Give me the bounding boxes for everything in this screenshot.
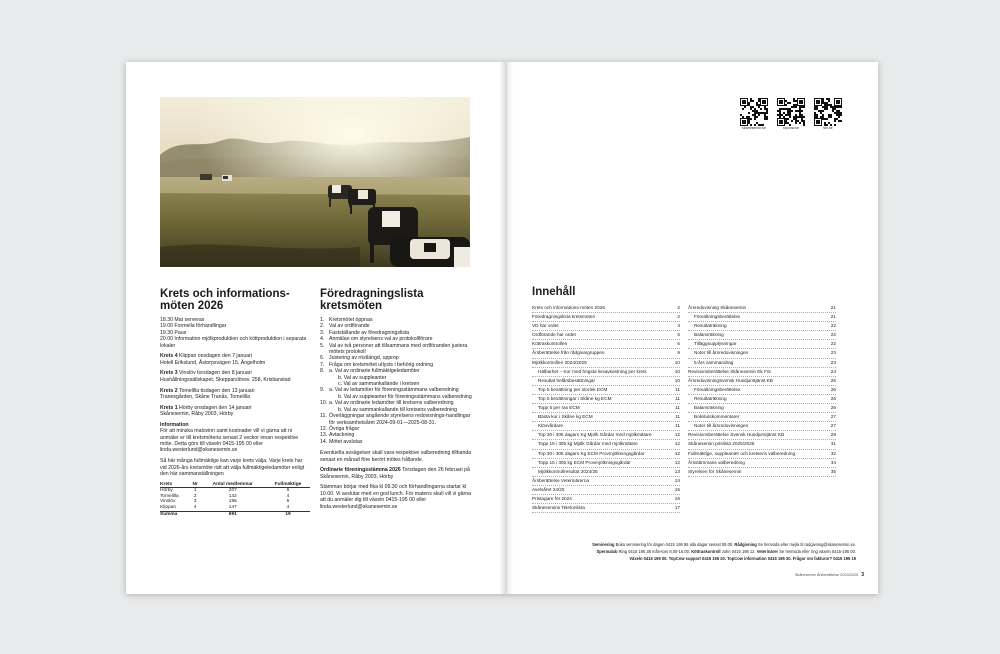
toc-entry-title: Ordförande har ordet — [532, 332, 576, 338]
toc-entry — [532, 431, 680, 440]
toc-entry-title: Top 5 besättning per storlek ECM — [538, 386, 608, 392]
meeting-date: Tomelilla tisdagen den 13 januari — [177, 387, 255, 394]
agenda-text: b. Val av sammankallande till kretsens valberedning — [338, 406, 457, 413]
toc-entry-page: 11 — [675, 395, 680, 401]
table-header: Antal medlemmar — [200, 482, 266, 488]
toc-entry — [532, 495, 680, 504]
toc-entry — [532, 340, 680, 349]
toc-entry-page: 2 — [677, 305, 680, 310]
toc-entry-title: Resultaträkning — [694, 395, 727, 401]
toc-entry-page: 22 — [830, 341, 836, 347]
toc-entry — [688, 304, 836, 313]
schedule-line: 19.30 Paus — [160, 329, 187, 336]
toc-entry-title: ÅrsredovisningSvensk Husdjurstjänst KB — [688, 377, 773, 383]
toc-entry — [532, 395, 680, 404]
toc-entry-title: Årsberättelse Veterinärerna — [532, 477, 590, 483]
contact-label: Köttraskontroll — [691, 549, 721, 554]
toc-entry-page: 26 — [830, 405, 836, 411]
cows-pasture-photo — [160, 97, 470, 267]
toc-entry-page: 10 — [674, 359, 680, 365]
meeting-location: Hotell Erikslund, Åstorpsvägen 15, Ängelholm — [160, 359, 266, 366]
toc-entry-page: 26 — [830, 386, 836, 392]
meeting-krets-3 — [160, 370, 310, 383]
toc-entry — [688, 340, 836, 349]
toc-entry-title: Noter till årsredovisningen — [694, 350, 749, 356]
agenda-text: Överläggningar angående styrelsens redovisnings-handlingar för verksamhetsåret 2024-09-01—2025-08-31. — [329, 413, 471, 426]
toc-entry-page: 10 — [674, 368, 680, 374]
toc-entry — [688, 459, 836, 468]
assembly-date: Torsdagen den 26 februari på Skånesemin, Råby 2003, Hörby — [320, 467, 470, 480]
meeting-krets-2 — [160, 388, 310, 401]
toc-entry-title: Hälbarhet – Kor med högsta livsavkastning per krets — [538, 368, 647, 374]
toc-entry-title: Skånesemins Telefonlista — [532, 505, 585, 511]
toc-entry-page: 26 — [830, 395, 836, 401]
toc-entry-title: Top 30 i 305 dagars Kg Mjölk Gårdar med mjölkmätare — [538, 432, 652, 438]
toc-entry — [688, 395, 836, 404]
krets-table — [160, 482, 310, 518]
agenda-text: Fråga om kretsmötet utlysts i behörig ordning — [329, 361, 434, 368]
agenda-number: 11. — [320, 413, 327, 420]
article1-body — [160, 317, 310, 517]
toc-entry-title: Topp 15 i 305 kg Mjölk Gårdar med mjölkmätare — [538, 441, 638, 447]
toc-entry — [688, 359, 836, 368]
table-header: Nr — [192, 481, 198, 487]
meeting-krets-label: Krets 3 — [160, 370, 178, 377]
table-cell: 19 — [266, 511, 310, 517]
toc-entry-title: Årsstämmans valberedning — [688, 459, 745, 465]
toc-entry — [688, 377, 836, 386]
article2-title-line2: kretsmöten — [320, 300, 382, 312]
toc-entry-title: Klövvårdare — [538, 423, 564, 429]
contact-line — [526, 548, 856, 555]
toc-entry — [532, 322, 680, 331]
toc-entry-page: 6 — [677, 341, 680, 347]
toc-entry — [532, 359, 680, 368]
table-sum-row — [160, 511, 310, 517]
toc-entry-page: 11 — [675, 386, 680, 392]
table-cell: 4 — [193, 504, 197, 510]
agenda-number: 2. — [320, 323, 325, 330]
toc-entry-title: Revisionsberättelse Skånesemin Ek För — [688, 368, 772, 374]
agenda-note: Eventuella avsägelser skall vara respektive valberedning tillhanda senast en månad före berört mötes hållande. — [320, 450, 472, 463]
toc-entry — [532, 404, 680, 413]
toc-entry-page: 34 — [830, 459, 836, 465]
page-number: 3 — [861, 572, 864, 578]
table-cell: Tomelilla — [160, 493, 179, 499]
toc-entry — [532, 422, 680, 431]
toc-entry-page: 27 — [830, 414, 836, 420]
agenda-number: 4. — [320, 336, 325, 343]
toc-entry — [532, 459, 680, 468]
toc-entry-title: Top 5 besättningar i Skåne kg ECM — [538, 395, 612, 401]
contact-info — [526, 541, 856, 562]
toc-entry-page: 17 — [674, 505, 680, 511]
toc-entry — [532, 349, 680, 358]
toc-entry — [532, 313, 680, 322]
toc-entry-page: 14 — [674, 477, 680, 483]
contact-text: Ring 0415 195 38 mån-tors 8.00-16.00. — [617, 549, 692, 554]
toc-entry-page: 13 — [674, 468, 680, 474]
toc-entry-page: 16 — [674, 495, 680, 501]
footer-text: Skånesemin Årsberättelse 2024/2025 — [794, 573, 859, 577]
article1-title — [160, 288, 290, 312]
toc-entry-title: Topp 15 i 305 kg ECM Provmjölkningsgårdar — [538, 459, 631, 465]
toc-entry-title: Årsberättelse från rådgivargruppen — [532, 350, 605, 356]
toc-entry — [688, 368, 836, 377]
qr-code-icon — [814, 98, 842, 126]
agenda-text: Anmälan om styrelsens val av protokollförare — [329, 336, 433, 343]
contact-line — [526, 555, 856, 562]
toc-entry — [532, 377, 680, 386]
information-text: För att minska matsvinn samt kostnader vill vi gärna att ni anmäler er till kretsmöteria senast 2 veckor innan respektive möte. Detta görs till växeln 0415-195 00 eller linda.westerlund@skanesemin.se — [160, 428, 299, 454]
agenda-text: Mötet avslutas — [329, 438, 363, 445]
agenda-text: Övriga frågor — [329, 425, 360, 432]
toc-entry — [688, 404, 836, 413]
agenda-text: Kretsmötet öppnas — [329, 317, 373, 323]
toc-entry-title: Bokslutskommentarer — [694, 414, 740, 420]
meeting-date: Klippan onsdagen den 7 januari — [177, 353, 253, 360]
cows-in-misty-field-image — [160, 97, 470, 267]
agenda-number: 10. — [320, 400, 328, 407]
table-cell: 4 — [286, 493, 290, 499]
toc-entry — [688, 468, 836, 477]
toc-entry-title: Krets och informations-möten 2026 — [532, 305, 605, 310]
table-cell: 3 — [193, 499, 197, 505]
agenda-number: 7. — [320, 361, 325, 368]
left-page — [126, 62, 506, 594]
agenda-text: b. Val av suppleanter — [338, 374, 387, 381]
toc-entry-page: 23 — [830, 350, 836, 356]
agenda-text: b. Val av suppleanter för föreningsstämmans valberedning — [338, 393, 472, 400]
toc-entry-page: 12 — [674, 432, 680, 438]
contact-text: Se hemsida eller mejla til radgivning@skanesemin.se. — [756, 542, 856, 547]
table-cell: 207 — [228, 488, 237, 494]
toc-entry-title: Noter till årsredovisningen — [694, 423, 749, 429]
toc-entry-title: Topp 5 per ras ECM — [538, 405, 580, 411]
toc-entry-page: 31 — [830, 441, 836, 447]
agenda-number: 5. — [320, 342, 325, 349]
toc-entry — [532, 413, 680, 422]
agenda-list — [320, 317, 472, 445]
toc-entry — [688, 322, 836, 331]
qr-code-skanesemin — [740, 98, 768, 131]
article2-title — [320, 288, 424, 312]
toc-entry-title: Föredragningslista kretsmöten — [532, 314, 596, 320]
table-cell: 2 — [193, 493, 197, 499]
toc-entry — [532, 468, 680, 477]
table-cell: Vinslöv — [160, 499, 176, 505]
toc-entry — [688, 431, 836, 440]
toc-entry — [688, 413, 836, 422]
qr-code-topcow — [777, 98, 805, 131]
toc-entry-page: 12 — [674, 459, 680, 465]
agenda-text: Val av ordförande — [329, 323, 370, 330]
meeting-krets-label: Krets 4 — [160, 353, 178, 360]
assembly-details: Stämman börjar med fika kl 09.30 och förhandlingarna startar kl 10.00. Vi avslutar med en god lunch. För matens skull vill vi gärna att du anmäler dig till växeln 0415-195 00 eller linda.westerlund@skanesemin.se — [320, 484, 471, 510]
table-header: Krets — [160, 482, 191, 488]
information-heading: Information — [160, 421, 189, 428]
toc-entry-title: Köttraskontrollen — [532, 341, 568, 347]
contact-line — [526, 541, 856, 548]
contact-text: Växeln 0415 195 00. TopCow support 0415 195 20. TopCow information 0415 195 30. Frågor om fakturor? 0415 195 19 — [629, 556, 856, 561]
document-spread — [126, 62, 878, 594]
agenda-number: 9. — [320, 387, 325, 394]
toc-entry-page: 24 — [830, 368, 836, 374]
meeting-date: Vinslöv torsdagen den 8 januari — [177, 370, 252, 377]
contact-text: Boka seminering för dagen 0415 195 95 alla dagar senast 08.00. — [614, 542, 735, 547]
article1-title-line2: möten 2026 — [160, 300, 224, 312]
toc-entry-title: Skånesemin prislista 2025/2026 — [688, 441, 755, 447]
qr-code-icon — [740, 98, 768, 126]
toc-entry-title: 5-års sammandrag — [694, 359, 734, 365]
table-cell: 142 — [228, 493, 237, 499]
table-cell: Summa — [160, 511, 191, 517]
toc-entry-title: Avelsåret 24/25 — [532, 486, 565, 492]
toc-entry-page: 28 — [830, 432, 836, 438]
table-cell — [191, 511, 200, 517]
schedule-line: 20.00 Information mjölkproduktion och köttproduktion i separata lokaler — [160, 336, 307, 349]
toc-entry — [688, 450, 836, 459]
table-cell: 6 — [286, 488, 290, 494]
meeting-krets-1 — [160, 405, 310, 418]
agenda-text: Justering av röstlängd, upprop — [329, 355, 399, 362]
agenda-number: 12. — [320, 425, 328, 432]
toc-entry-title: Pristagare för 2024 — [532, 495, 572, 501]
toc-entry-title: Styrelsen för Skånesemin — [688, 468, 742, 474]
toc-entry — [532, 450, 680, 459]
table-cell: 195 — [228, 499, 237, 505]
schedule — [160, 317, 310, 349]
toc-entry-title: Resultaträkning — [694, 323, 727, 329]
toc-entry — [532, 368, 680, 377]
toc-entry — [688, 349, 836, 358]
toc-entry — [688, 422, 836, 431]
agenda-item — [320, 439, 472, 445]
toc-entry — [688, 440, 836, 449]
table-cell: 1 — [193, 488, 197, 494]
toc-entry-page: 4 — [677, 323, 680, 329]
agenda-text: a. Val av ordinarie ledamöter till kretsens valberedning — [329, 400, 454, 407]
table-cell: 147 — [228, 504, 237, 510]
agenda-number: 8. — [320, 368, 325, 375]
toc-entry-page: 11 — [675, 405, 680, 411]
toc-entry-title: VD har ordet — [532, 323, 559, 329]
toc-entry-page: 23 — [830, 359, 836, 365]
agenda-number: 13. — [320, 432, 328, 439]
agenda-text: Val av två personer att tillsammans med ordföranden justera mötets protokoll — [329, 342, 468, 356]
article1-title-line1: Krets och informations- — [160, 288, 290, 300]
contact-text: Se hemsida eller ring växeln 0415-195 00. — [778, 549, 856, 554]
toc-entry-title: Resultat helårsbesättningar — [538, 377, 596, 383]
qr-code-shl — [814, 98, 842, 131]
table-cell: 5 — [286, 499, 290, 505]
article2-body — [320, 317, 472, 514]
article2-title-line1: Föredragningslista — [320, 288, 424, 300]
toc-entry-page: 10 — [674, 377, 680, 383]
toc-entry-page: 22 — [830, 332, 836, 338]
table-cell: 691 — [200, 511, 266, 517]
meeting-krets-label: Krets 2 — [160, 387, 178, 394]
toc-entry — [532, 477, 680, 486]
qr-caption: skanesemin.se — [742, 126, 766, 130]
schedule-line: 18.30 Mat serveras — [160, 317, 205, 323]
assembly-heading: Ordinarie föreningsstämma 2026 — [320, 467, 401, 474]
toc-entry — [532, 304, 680, 313]
contact-label: Veterinärer — [756, 549, 779, 554]
information-section — [160, 422, 310, 454]
agenda-text: a. Val av ordinarie fullmäktigeledamöter — [329, 368, 420, 375]
toc-entry-page: 12 — [674, 450, 680, 456]
toc-entry — [532, 386, 680, 395]
table-cell: Klippan — [160, 504, 177, 510]
toc-entry — [532, 486, 680, 495]
toc-entry-title: Mjölkkontrollen 2024/2025 — [532, 359, 587, 365]
toc-entry-page: 35 — [830, 468, 836, 474]
toc-entry-title: Förvaltningsberättelse — [694, 386, 741, 392]
qr-caption: shl.se — [823, 126, 833, 130]
toc-entry-page: 11 — [675, 414, 680, 420]
meeting-krets-label: Krets 1 — [160, 404, 178, 411]
toc-entry-title: Förvaltningsberättelse — [694, 314, 741, 320]
toc-entry-page: 21 — [830, 314, 836, 320]
toc-entry-page: 21 — [830, 305, 836, 310]
toc-entry-title: Fullmäktige, suppleanter och kretsens valberedning — [688, 450, 796, 456]
toc-entry-title: Top 30 i 305 dagars Kg ECM Provmjölkningsgårdar — [538, 450, 645, 456]
table-cell: 4 — [286, 504, 290, 510]
toc-entry-page: 2 — [677, 314, 680, 320]
agenda-number: 14. — [320, 438, 328, 445]
right-page — [506, 62, 878, 594]
toc-entry-page: 12 — [674, 441, 680, 447]
meeting-location: Hushållningssällskapet, Skepparslövsv. 258, Kristianstad — [160, 376, 291, 383]
proxy-text: Så här många fullmäktige kan varje krets välja. Varje krets har vid 2026-års kretsmöte rätt att välja fullmäktigeledamöter enligt den här sammanställningen — [160, 458, 305, 477]
contact-label: Seminering — [592, 542, 615, 547]
agenda-text: a. Val av ledamöter för föreningsstämmans valberedning — [329, 387, 459, 394]
agenda-item — [320, 413, 472, 426]
toc-entry-page: 9 — [677, 350, 680, 356]
toc-column-right — [688, 304, 836, 477]
toc-entry-page: 5 — [677, 332, 680, 338]
toc-entry-page: 15 — [674, 486, 680, 492]
contact-label: Rådgivning — [734, 542, 757, 547]
toc-entry-title: Bästa kor i Skåne kg ECM — [538, 414, 593, 420]
meeting-location: Skånesemin, Råby 2003, Hörby — [160, 411, 234, 418]
agenda-number: 6. — [320, 355, 325, 362]
agenda-text: Avtackning — [329, 432, 355, 439]
assembly-info — [320, 467, 472, 480]
toc-entry — [532, 504, 680, 513]
contact-text: John 0415 195 12. — [720, 549, 757, 554]
toc-title: Innehåll — [532, 286, 576, 298]
toc-entry-title: Revisionsberättelse Svensk Husdjurstjänst KB — [688, 432, 785, 438]
toc-entry-page: 27 — [830, 423, 836, 429]
toc-entry — [688, 386, 836, 395]
agenda-text: c. Val av sammankallande i kretsen — [338, 381, 420, 388]
agenda-text: Fastställande av föredragningslista — [329, 329, 410, 336]
agenda-item — [320, 343, 472, 356]
toc-entry — [532, 440, 680, 449]
toc-entry-page: 32 — [830, 450, 836, 456]
toc-column-left — [532, 304, 680, 513]
toc-entry-title: Balansräkning — [694, 405, 724, 411]
schedule-line: 19.00 Formella förhandlingar — [160, 323, 227, 330]
meeting-location: Tranesgården, Skåne Tranås, Tomelilla — [160, 393, 250, 400]
meeting-krets-4 — [160, 353, 310, 366]
meeting-date: Hörby onsdagen den 14 januari — [177, 404, 252, 411]
toc-entry-page: 22 — [830, 323, 836, 329]
qr-code-icon — [777, 98, 805, 126]
page-footer — [795, 572, 864, 578]
toc-entry-title: Balansräkning — [694, 332, 724, 338]
toc-entry-page: 11 — [675, 423, 680, 429]
table-header: Fullmäktige — [266, 482, 310, 488]
toc-entry-title: Årsredovisning Skånesemin — [688, 305, 747, 310]
agenda-number: 3. — [320, 329, 325, 336]
toc-entry — [688, 313, 836, 322]
toc-entry — [532, 331, 680, 340]
contact-label: Spermalab — [596, 549, 618, 554]
toc-entry-page: 26 — [830, 377, 836, 383]
qr-caption: topcow.se — [783, 126, 799, 130]
toc-entry-title: Tilläggsupplysningar — [694, 341, 737, 347]
agenda-number: 1. — [320, 317, 325, 323]
table-cell: Hörby — [160, 488, 173, 494]
toc-entry-title: Mjölkkontrollresultat 2024/25 — [538, 468, 598, 474]
toc-entry — [688, 331, 836, 340]
